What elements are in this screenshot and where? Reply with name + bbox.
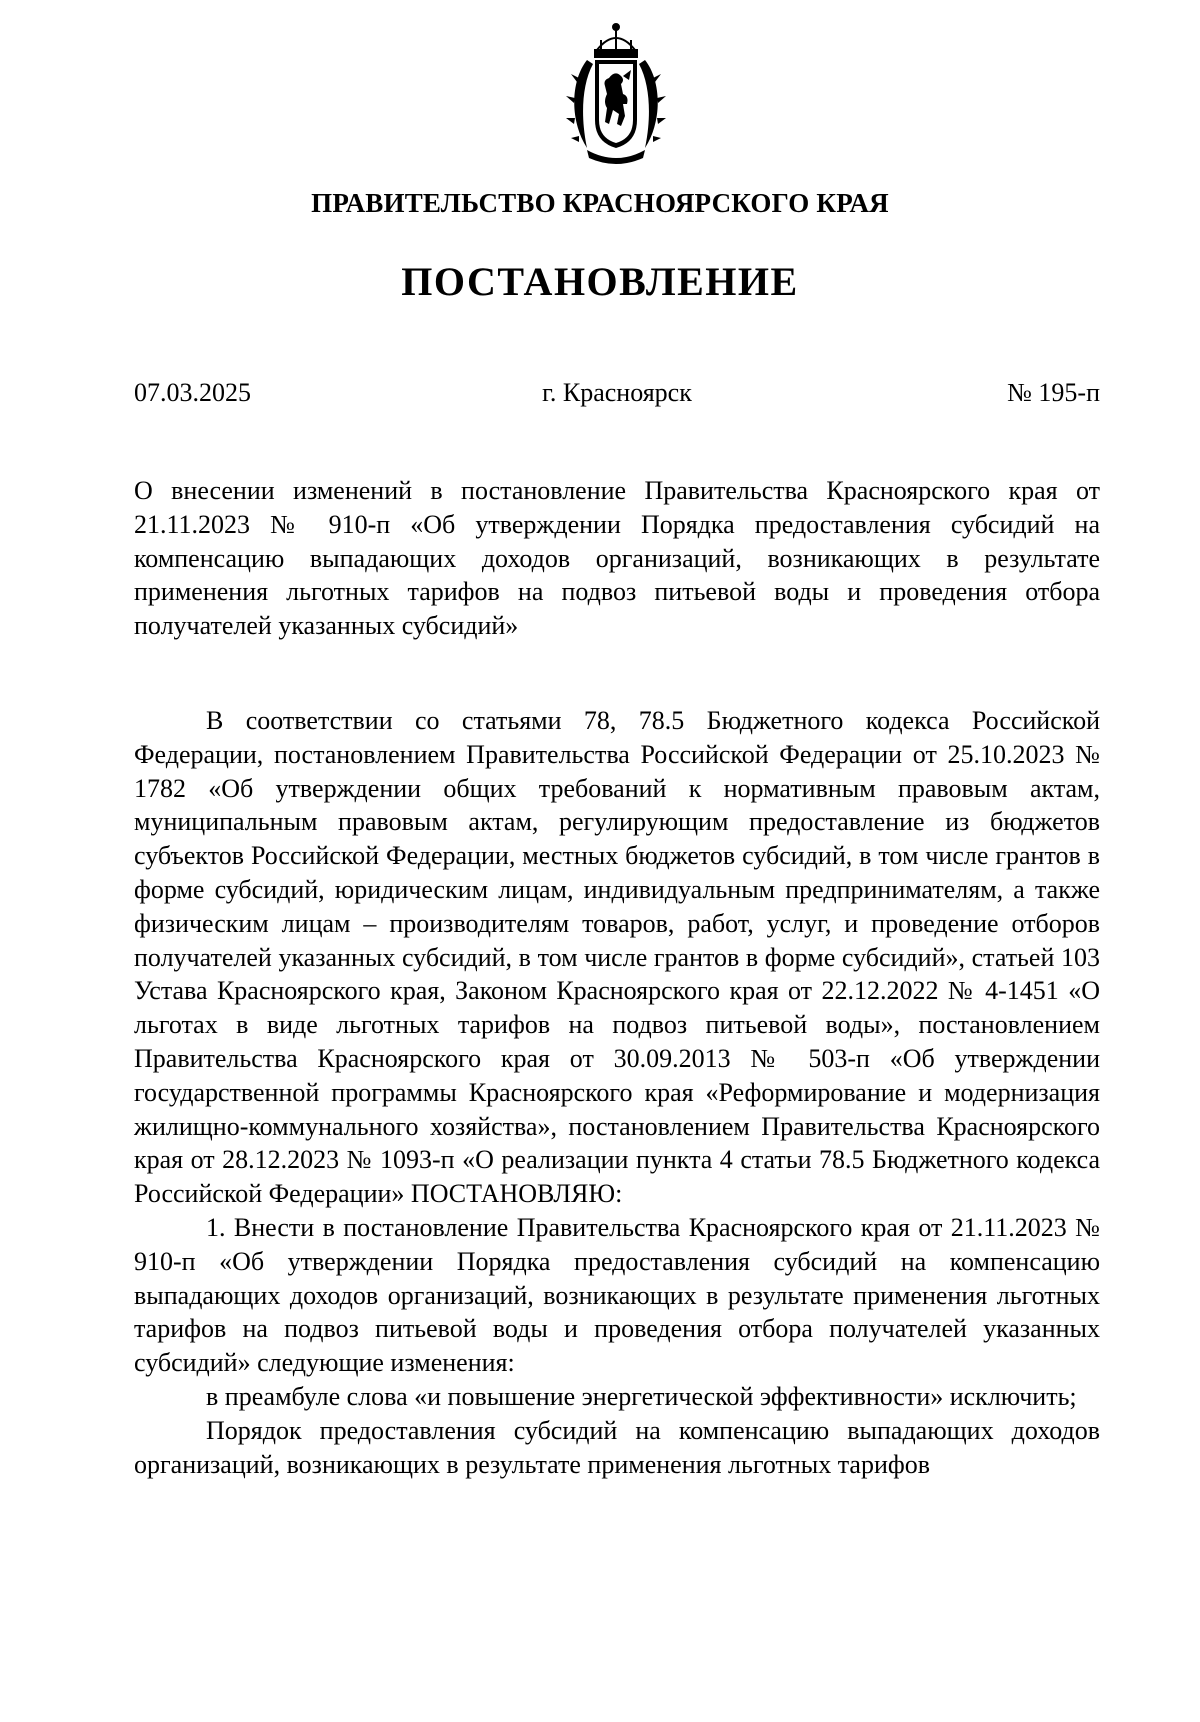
document-city: г. Красноярск [542, 378, 692, 407]
document-number: № 195-п [1007, 378, 1100, 407]
organization-name: ПРАВИТЕЛЬСТВО КРАСНОЯРСКОГО КРАЯ [311, 188, 889, 218]
document-date: 07.03.2025 [134, 378, 251, 407]
preamble-paragraph: В соответствии со статьями 78, 78.5 Бюджетного кодекса Российской Федерации, постановлением Правительства Российской Федерации от 25.10.2023 № 1782 «Об утверждении общих требований к нормативным правовым актам, муниципальным правовым актам, регулирующим предоставление из бюджетов субъектов Российской Федерации, местных бюджетов субсидий, в том числе грантов в форме субсидий, юридическим лицам, индивидуальным предпринимателям, а также физическим лицам – производителям товаров, работ, услуг, и проведение отборов получателей указанных субсидий, в том числе грантов в форме субсидий», статьей 103 Устава Красноярского края, Законом Красноярского края от 22.12.2022 № 4-1451 «О льготах в виде льготных тарифов на подвоз питьевой воды», постановлением Правительства Красноярского края от 30.09.2013 № 503-п «Об утверждении государственной программы Красноярского края «Реформирование и модернизация жилищно-коммунального хозяйства», постановлением Правительства Красноярского края от 28.12.2023 № 1093-п «О реализации пункта 4 статьи 78.5 Бюджетного кодекса Российской Федерации» ПОСТАНОВЛЯЮ: [134, 706, 1100, 1209]
krasnoyarsk-coat-of-arms-icon [557, 20, 675, 170]
procedure-change-paragraph: Порядок предоставления субсидий на компенсацию выпадающих доходов организаций, возникающих в результате применения льготных тарифов [134, 1415, 1100, 1479]
document-meta [134, 378, 1100, 414]
document-title [134, 474, 1100, 643]
clause-1-paragraph: 1. Внести в постановление Правительства Красноярского края от 21.11.2023 № 910-п «Об утверждении Порядка предоставления субсидий на компенсацию выпадающих доходов организаций, возникающих в результате применения льготных тарифов на подвоз питьевой воды и проведения отбора получателей указанных субсидий» следующие изменения: [134, 1212, 1100, 1378]
preamble-change-paragraph: в преамбуле слова «и повышение энергетической эффективности» исключить; [206, 1381, 1077, 1411]
document-type: ПОСТАНОВЛЕНИЕ [401, 259, 799, 304]
document-body [134, 704, 1100, 1481]
title-text: О внесении изменений в постановление Правительства Красноярского края от 21.11.2023 № 910-п «Об утверждении Порядка предоставления субсидий на компенсацию выпадающих доходов организаций, возникающих в результате применения льготных тарифов на подвоз питьевой воды и проведения отбора получателей указанных субсидий» [134, 476, 1100, 641]
